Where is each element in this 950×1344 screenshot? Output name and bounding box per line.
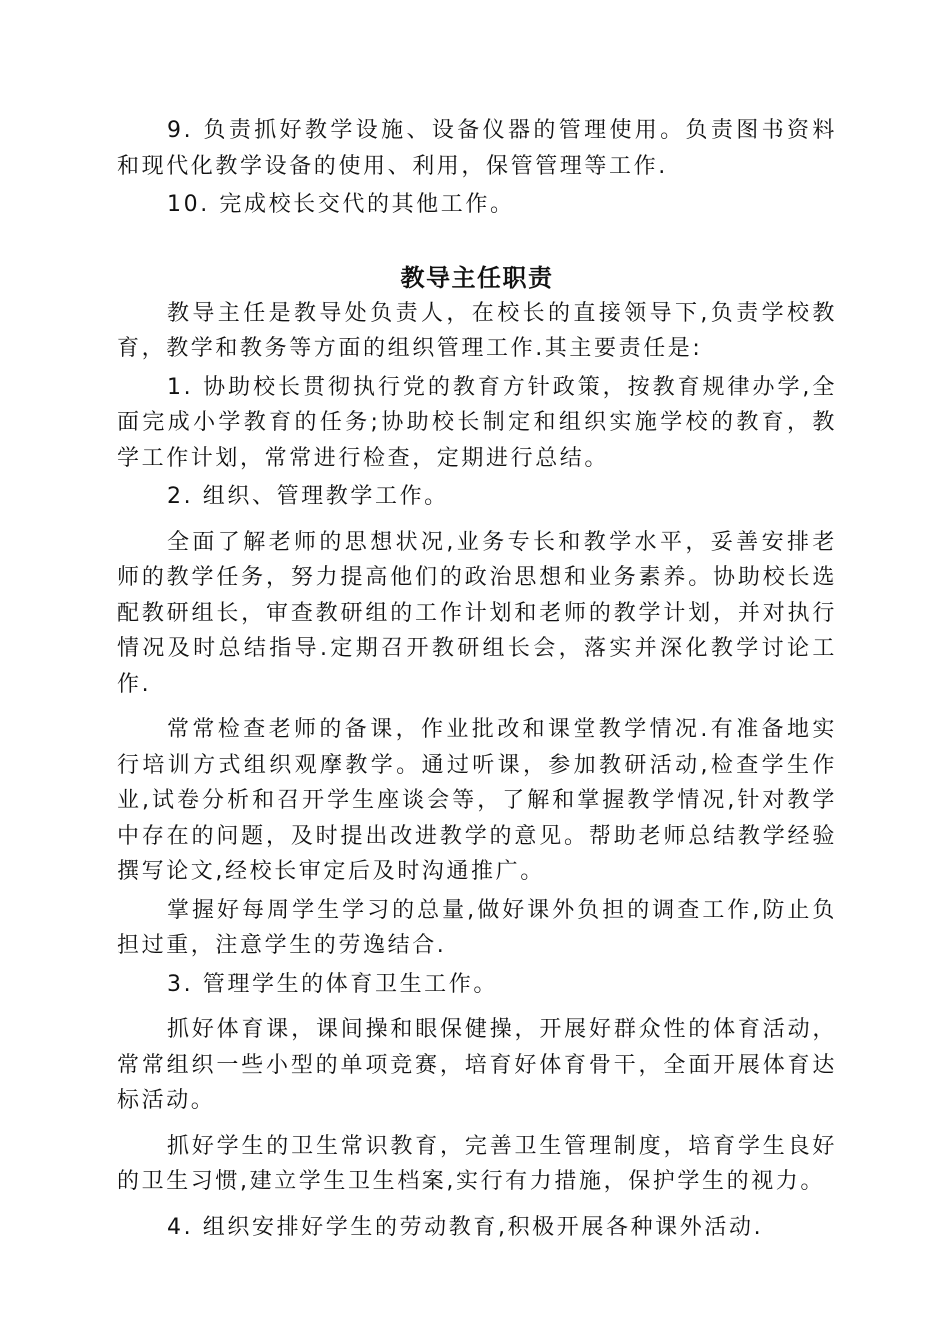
section-heading: 教导主任职责 xyxy=(400,263,554,292)
paragraph-lesson-inspection: 常常检查老师的备课，作业批改和课堂教学情况.有准备地实行培训方式组织观摩教学。通过听课，参加教研活动,检查学生作业,试卷分析和召开学生座谈会等，了解和掌握教学情况,针对教学中存在的问题，及时提出改进教学的意见。帮助老师总结教学经验撰写论文,经校长审定后及时沟通推广。 xyxy=(117,717,837,884)
paragraph-physical-education: 抓好体育课，课间操和眼保健操，开展好群众性的体育活动，常常组织一些小型的单项竞赛，培育好体育骨干，全面开展体育达标活动。 xyxy=(117,1017,837,1113)
list-item-1: 1. 协助校长贯彻执行党的教育方针政策，按教育规律办学,全面完成小学教育的任务;协助校长制定和组织实施学校的教育，教学工作计划，常常进行检查，定期进行总结。 xyxy=(117,374,837,471)
paragraph-teacher-management: 全面了解老师的思想状况,业务专长和教学水平，妥善安排老师的教学任务，努力提高他们的政治思想和业务素养。协助校长选配教研组长，审查教研组的工作计划和老师的教学计划，并对执行情况及时总结指导.定期召开教研组长会，落实并深化教学讨论工作. xyxy=(117,529,837,697)
list-item-10: 10. 完成校长交代的其他工作。 xyxy=(167,192,515,217)
paragraph-workload: 掌握好每周学生学习的总量,做好课外负担的调查工作,防止负担过重，注意学生的劳逸结合. xyxy=(117,897,837,958)
list-item-2: 2. 组织、管理教学工作。 xyxy=(167,484,449,509)
list-item-3: 3. 管理学生的体育卫生工作。 xyxy=(167,971,498,997)
intro-paragraph: 教导主任是教导处负责人，在校长的直接领导下,负责学校教育，教学和教务等方面的组织管理工作.其主要责任是: xyxy=(117,300,837,361)
list-item-9: 9. 负责抓好教学设施、设备仪器的管理使用。负责图书资料和现代化教学设备的使用、利用，保管管理等工作. xyxy=(117,118,837,179)
list-item-4: 4. 组织安排好学生的劳动教育,积极开展各种课外活动. xyxy=(167,1214,764,1240)
document-body xyxy=(117,113,837,1248)
paragraph-health-education: 抓好学生的卫生常识教育，完善卫生管理制度，培育学生良好的卫生习惯,建立学生卫生档案,实行有力措施，保护学生的视力。 xyxy=(117,1133,837,1194)
